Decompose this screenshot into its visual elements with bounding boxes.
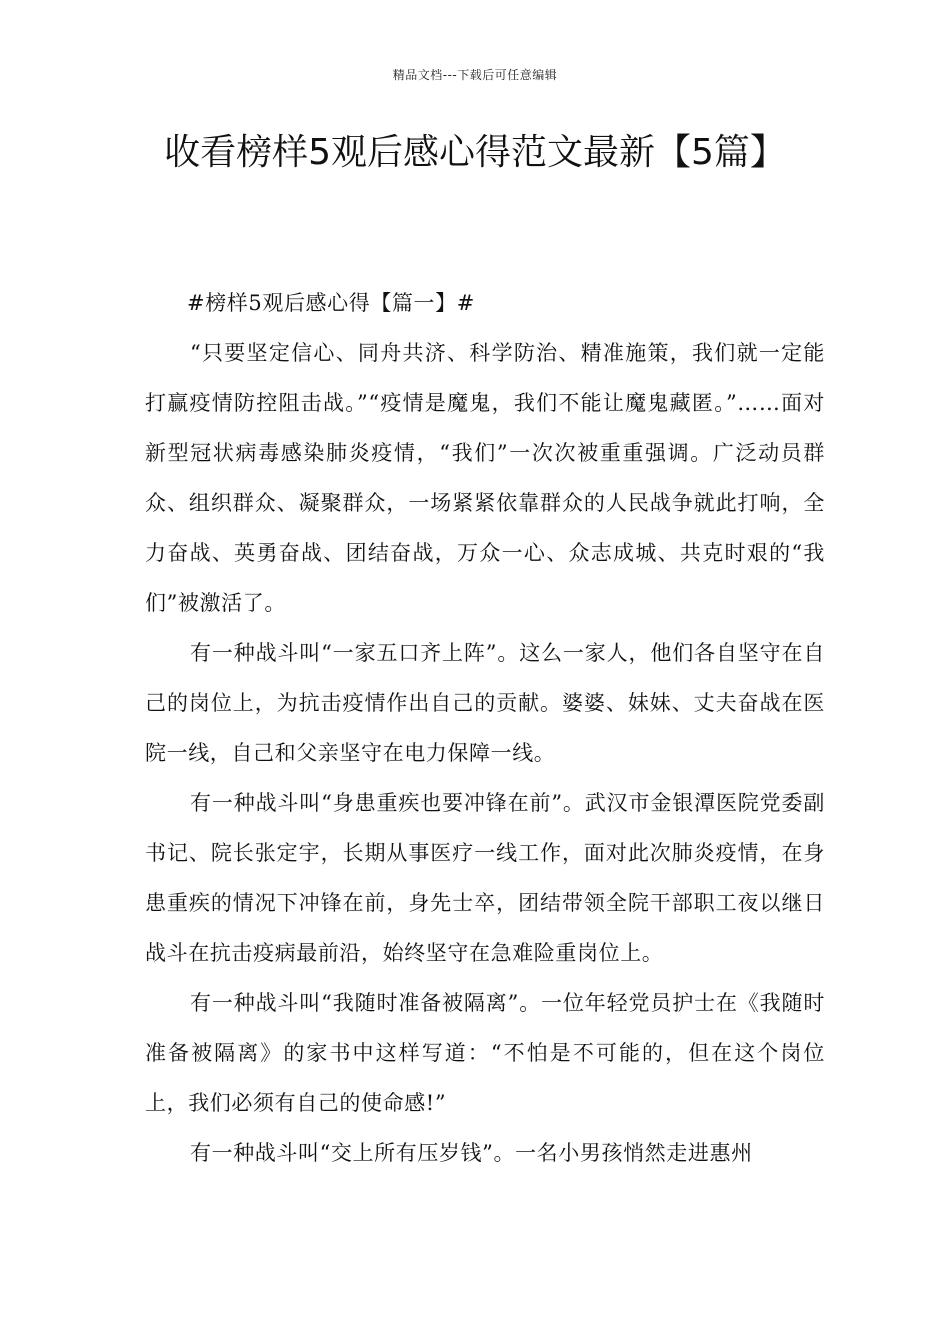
page-title: 收看榜样5观后感心得范文最新【5篇】 bbox=[164, 132, 786, 173]
document-body bbox=[145, 278, 825, 1178]
paragraph-4: 有一种战斗叫“我随时准备被隔离”。一位年轻党员护士在《我随时准备被隔离》的家书中这样写道：“不怕是不可能的，但在这个岗位上，我们必须有自己的使命感!” bbox=[145, 991, 825, 1115]
paragraph-1: “只要坚定信心、同舟共济、科学防治、精准施策，我们就一定能打赢疫情防控阻击战。”“疫情是魔鬼，我们不能让魔鬼藏匿。”……面对新型冠状病毒感染肺炎疫情，“我们”一次次被重重强调。广泛动员群众、组织群众、凝聚群众，一场紧紧依靠群众的人民战争就此打响，全力奋战、英勇奋战、团结奋战，万众一心、众志成城、共克时艰的“我们”被激活了。 bbox=[145, 341, 825, 615]
section-heading: #榜样5观后感心得【篇一】# bbox=[187, 291, 475, 315]
paragraph-5: 有一种战斗叫“交上所有压岁钱”。一名小男孩悄然走进惠州 bbox=[190, 1141, 753, 1165]
paragraph-3: 有一种战斗叫“身患重疾也要冲锋在前”。武汉市金银潭医院党委副书记、院长张定宇，长期从事医疗一线工作，面对此次肺炎疫情，在身患重疾的情况下冲锋在前，身先士卒，团结带领全院干部职工夜以继日战斗在抗击疫病最前沿，始终坚守在急难险重岗位上。 bbox=[145, 791, 825, 965]
header-note: 精品文档---下载后可任意编辑 bbox=[392, 68, 558, 82]
paragraph-2: 有一种战斗叫“一家五口齐上阵”。这么一家人，他们各自坚守在自己的岗位上，为抗击疫情作出自己的贡献。婆婆、妹妹、丈夫奋战在医院一线，自己和父亲坚守在电力保障一线。 bbox=[145, 641, 825, 765]
